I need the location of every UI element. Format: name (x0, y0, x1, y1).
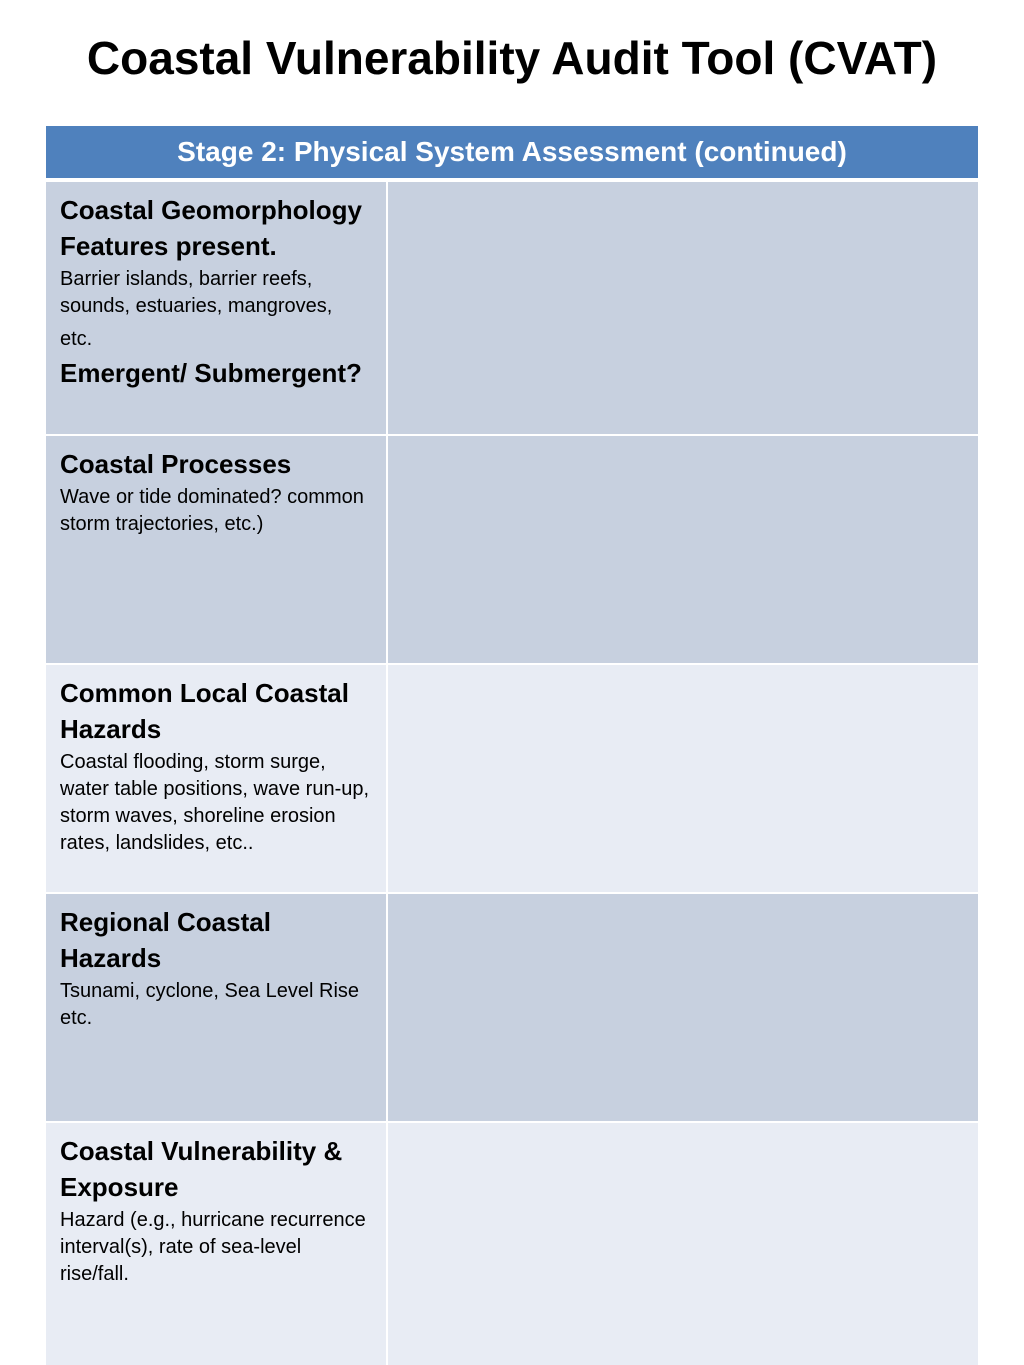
table-row-processes (46, 436, 978, 663)
row-label-cell (46, 1123, 386, 1365)
row-description: Barrier islands, barrier reefs, sounds, estuaries, mangroves, (60, 268, 333, 317)
row-description: Wave or tide dominated? common storm trajectories, etc.) (60, 486, 364, 535)
row-label-cell (46, 665, 386, 892)
row-title: Coastal Geomorphology Features present. (60, 195, 362, 261)
table-header: Stage 2: Physical System Assessment (continued) (46, 126, 978, 178)
row-description: Tsunami, cyclone, Sea Level Rise etc. (60, 980, 360, 1029)
row-description-tail: etc. (60, 328, 93, 350)
row-description: Hazard (e.g., hurricane recurrence interval(s), rate of sea-level rise/fall. (60, 1209, 366, 1285)
row-value-cell-vulnerability[interactable] (388, 1123, 978, 1365)
row-label-cell (46, 182, 386, 434)
row-value-cell-local-hazards[interactable] (388, 665, 978, 892)
row-title: Coastal Processes (60, 449, 292, 479)
row-value-cell-geomorphology[interactable] (388, 182, 978, 434)
row-description: Coastal flooding, storm surge, water table positions, wave run-up, storm waves, shoreline erosion rates, landslides, etc.. (60, 751, 370, 854)
row-label-cell (46, 894, 386, 1121)
table-row-vulnerability (46, 1123, 978, 1365)
table-row-geomorphology (46, 182, 978, 434)
assessment-table (46, 126, 978, 1365)
table-row-local-hazards (46, 665, 978, 892)
table-row-regional-hazards (46, 894, 978, 1121)
row-value-cell-processes[interactable] (388, 436, 978, 663)
row-label-cell (46, 436, 386, 663)
row-title: Coastal Vulnerability & Exposure (60, 1136, 343, 1202)
row-value-cell-regional-hazards[interactable] (388, 894, 978, 1121)
row-title: Regional Coastal Hazards (60, 907, 271, 973)
row-title: Common Local Coastal Hazards (60, 678, 349, 744)
row-extra-question: Emergent/ Submergent? (60, 358, 362, 388)
page-title: Coastal Vulnerability Audit Tool (CVAT) (86, 32, 938, 84)
